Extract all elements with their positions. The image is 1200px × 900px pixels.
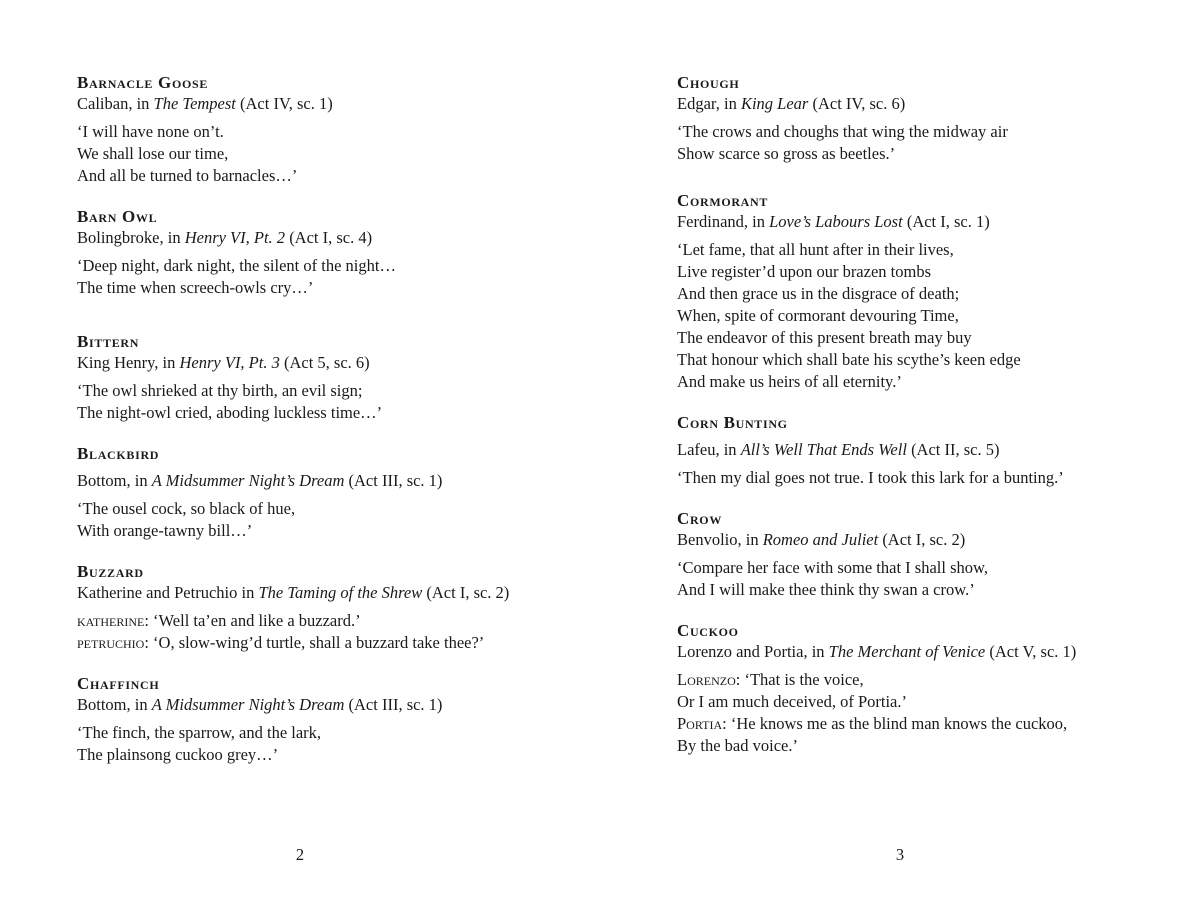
bird-heading: Blackbird xyxy=(77,444,160,463)
play-title: Romeo and Juliet xyxy=(762,530,879,549)
citation xyxy=(77,582,567,604)
citation xyxy=(77,93,567,115)
quote-line: That honour which shall bate his scythe’s keen edge xyxy=(677,350,1021,369)
quote xyxy=(77,722,567,766)
page-number-left: 2 xyxy=(295,845,305,864)
quote xyxy=(77,380,567,424)
quote-line: ‘The ousel cock, so black of hue, xyxy=(77,499,296,518)
citation-speaker: Benvolio, in xyxy=(677,530,763,549)
dialogue-text: : ‘O, slow-wing’d turtle, shall a buzzard take thee?’ xyxy=(144,633,485,652)
citation xyxy=(77,470,567,492)
act-scene: (Act I, sc. 2) xyxy=(422,583,510,602)
quote-line: ‘The owl shrieked at thy birth, an evil sign; xyxy=(77,381,363,400)
dialogue xyxy=(677,669,1167,757)
quote-line: ‘I will have none on’t. xyxy=(77,122,224,141)
act-scene: (Act III, sc. 1) xyxy=(344,471,443,490)
quote-line: The endeavor of this present breath may buy xyxy=(677,328,972,347)
entry-crow xyxy=(677,508,1167,601)
citation xyxy=(677,641,1167,663)
quote-line: With orange-tawny bill…’ xyxy=(77,521,253,540)
citation-speaker: Lorenzo and Portia, in xyxy=(677,642,829,661)
quote-line: Live register’d upon our brazen tombs xyxy=(677,262,931,281)
quote-line: ‘Deep night, dark night, the silent of the night… xyxy=(77,256,396,275)
bird-heading: Buzzard xyxy=(77,562,144,581)
entry-cormorant xyxy=(677,190,1167,393)
left-page xyxy=(77,72,567,785)
speaker-name: Portia xyxy=(677,714,723,733)
dialogue-line xyxy=(677,713,1167,735)
citation xyxy=(677,439,1167,461)
play-title: The Tempest xyxy=(153,94,236,113)
dialogue-text: By the bad voice.’ xyxy=(677,736,798,755)
speaker-name: petruchio xyxy=(77,633,145,652)
quote xyxy=(77,121,567,187)
entry-bittern xyxy=(77,331,567,424)
quote xyxy=(677,467,1167,489)
citation-speaker: Lafeu, in xyxy=(677,440,741,459)
speaker-name: Lorenzo xyxy=(677,670,736,689)
act-scene: (Act V, sc. 1) xyxy=(985,642,1077,661)
citation-speaker: Bottom, in xyxy=(77,471,152,490)
dialogue-text: Or I am much deceived, of Portia.’ xyxy=(677,692,908,711)
play-title: King Lear xyxy=(740,94,809,113)
entry-corn-bunting xyxy=(677,412,1167,489)
play-title: Henry VI, Pt. 2 xyxy=(184,228,286,247)
dialogue-line xyxy=(677,669,1167,691)
entry-buzzard xyxy=(77,561,567,654)
entry-barnacle-goose xyxy=(77,72,567,187)
bird-heading: Chaffinch xyxy=(77,674,160,693)
citation-speaker: Katherine and Petruchio in xyxy=(77,583,259,602)
right-page xyxy=(677,72,1167,776)
bird-heading: Bittern xyxy=(77,332,140,351)
entry-barn-owl xyxy=(77,206,567,299)
citation-speaker: Caliban, in xyxy=(77,94,154,113)
dialogue-text: : ‘He knows me as the blind man knows the cuckoo, xyxy=(722,714,1068,733)
citation-speaker: Bottom, in xyxy=(77,695,152,714)
play-title: Henry VI, Pt. 3 xyxy=(179,353,280,372)
quote-line: We shall lose our time, xyxy=(77,144,229,163)
dialogue-line xyxy=(77,632,567,654)
act-scene: (Act II, sc. 5) xyxy=(906,440,1000,459)
act-scene: (Act IV, sc. 6) xyxy=(808,94,906,113)
quote xyxy=(677,557,1167,601)
bird-heading: Corn Bunting xyxy=(677,413,788,432)
play-title: A Midsummer Night’s Dream xyxy=(151,471,345,490)
dialogue-line xyxy=(677,735,1167,757)
bird-heading: Chough xyxy=(677,73,740,92)
citation-speaker: Ferdinand, in xyxy=(677,212,770,231)
dialogue-text: : ‘That is the voice, xyxy=(735,670,864,689)
entry-blackbird xyxy=(77,443,567,542)
entry-chough xyxy=(677,72,1167,165)
quote-line: And I will make thee think thy swan a crow.’ xyxy=(677,580,975,599)
play-title: The Taming of the Shrew xyxy=(258,583,423,602)
play-title: Love’s Labours Lost xyxy=(769,212,903,231)
citation-speaker: King Henry, in xyxy=(77,353,180,372)
quote-line: ‘Then my dial goes not true. I took this lark for a bunting.’ xyxy=(677,468,1064,487)
quote-line: And all be turned to barnacles…’ xyxy=(77,166,298,185)
quote xyxy=(677,121,1167,165)
quote xyxy=(77,255,567,299)
entry-chaffinch xyxy=(77,673,567,766)
play-title: The Merchant of Venice xyxy=(828,642,986,661)
citation-speaker: Edgar, in xyxy=(677,94,741,113)
act-scene: (Act I, sc. 4) xyxy=(285,228,373,247)
quote-line: ‘The finch, the sparrow, and the lark, xyxy=(77,723,322,742)
act-scene: (Act IV, sc. 1) xyxy=(235,94,333,113)
quote-line: The night-owl cried, aboding luckless time…’ xyxy=(77,403,383,422)
act-scene: (Act III, sc. 1) xyxy=(344,695,443,714)
act-scene: (Act I, sc. 1) xyxy=(902,212,990,231)
entry-cuckoo xyxy=(677,620,1167,757)
citation xyxy=(677,211,1167,233)
play-title: A Midsummer Night’s Dream xyxy=(151,695,345,714)
quote-line: The time when screech-owls cry…’ xyxy=(77,278,314,297)
quote-line: The plainsong cuckoo grey…’ xyxy=(77,745,279,764)
quote-line: And then grace us in the disgrace of death; xyxy=(677,284,960,303)
speaker-name: katherine xyxy=(77,611,145,630)
citation xyxy=(677,529,1167,551)
citation xyxy=(77,352,567,374)
bird-heading: Crow xyxy=(677,509,722,528)
dialogue-line xyxy=(677,691,1167,713)
citation xyxy=(677,93,1167,115)
quote xyxy=(677,239,1167,393)
quote-line: ‘Compare her face with some that I shall show, xyxy=(677,558,988,577)
dialogue-text: : ‘Well ta’en and like a buzzard.’ xyxy=(144,611,361,630)
quote-line: Show scarce so gross as beetles.’ xyxy=(677,144,896,163)
bird-heading: Barn Owl xyxy=(77,207,158,226)
bird-heading: Cuckoo xyxy=(677,621,739,640)
citation xyxy=(77,227,567,249)
citation xyxy=(77,694,567,716)
act-scene: (Act I, sc. 2) xyxy=(878,530,966,549)
bird-heading: Cormorant xyxy=(677,191,769,210)
quote-line: ‘The crows and choughs that wing the midway air xyxy=(677,122,1008,141)
quote-line: ‘Let fame, that all hunt after in their lives, xyxy=(677,240,954,259)
quote xyxy=(77,498,567,542)
quote-line: And make us heirs of all eternity.’ xyxy=(677,372,902,391)
page-number-right: 3 xyxy=(895,845,905,864)
act-scene: (Act 5, sc. 6) xyxy=(279,353,370,372)
quote-line: When, spite of cormorant devouring Time, xyxy=(677,306,959,325)
citation-speaker: Bolingbroke, in xyxy=(77,228,185,247)
bird-heading: Barnacle Goose xyxy=(77,73,209,92)
dialogue xyxy=(77,610,567,654)
play-title: All’s Well That Ends Well xyxy=(740,440,907,459)
dialogue-line xyxy=(77,610,567,632)
